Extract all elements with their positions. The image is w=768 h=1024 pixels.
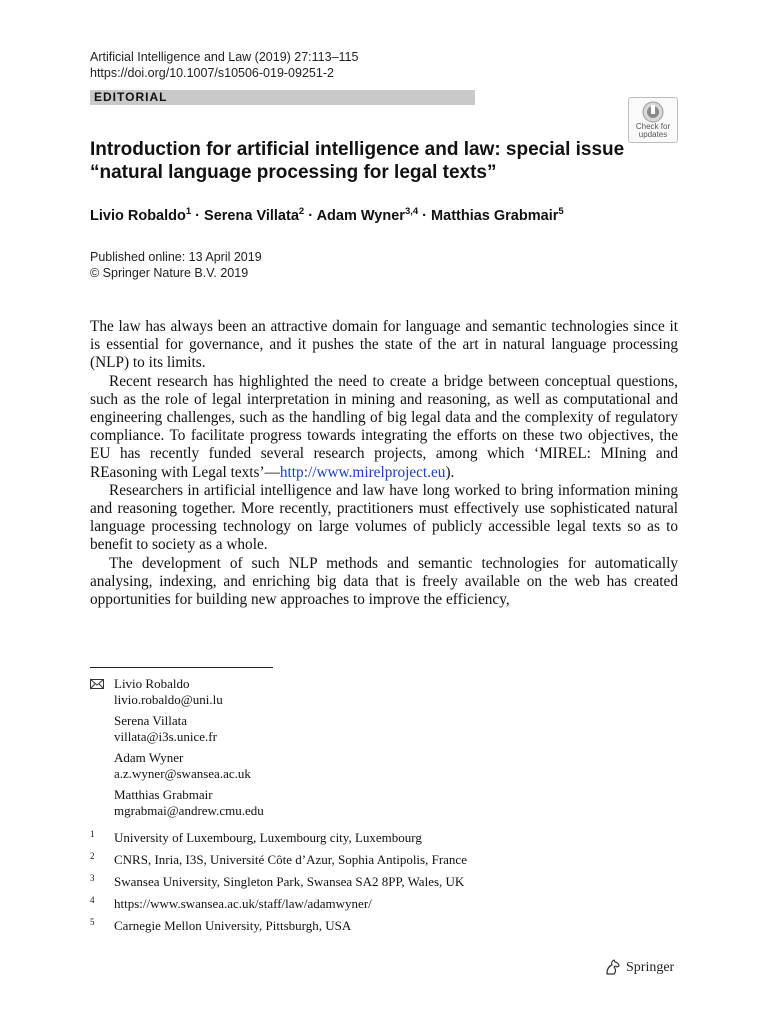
contact-entry xyxy=(114,787,264,818)
publisher-name: Springer xyxy=(626,960,675,975)
section-bar xyxy=(90,90,475,105)
title-line-1: Introduction for artificial intelligence and law: special issue xyxy=(90,139,625,160)
contact-name: Matthias Grabmair xyxy=(114,787,213,802)
contact-name: Adam Wyner xyxy=(114,750,184,765)
envelope-icon xyxy=(90,679,104,689)
affiliation-number: 5 xyxy=(90,917,95,927)
contact-entry xyxy=(114,676,223,707)
published-date: Published online: 13 April 2019 xyxy=(90,250,262,264)
journal-citation: Artificial Intelligence and Law (2019) 27:113–115 xyxy=(90,50,359,64)
copyright-notice: © Springer Nature B.V. 2019 xyxy=(90,266,249,280)
footnote-divider xyxy=(90,667,273,668)
affiliation-text: Swansea University, Singleton Park, Swansea SA2 8PP, Wales, UK xyxy=(114,874,465,889)
mirel-project-link[interactable]: http://www.mirelproject.eu xyxy=(279,463,446,481)
article-body xyxy=(90,318,678,609)
author-name[interactable]: Serena Villata xyxy=(204,208,299,224)
paragraph-1: The law has always been an attractive domain for language and semantic technologies since it is essential for governance, and it pushes the state of the art in natural language processing (NLP) to its limits. xyxy=(90,318,678,372)
affiliation-text: Carnegie Mellon University, Pittsburgh, USA xyxy=(114,918,352,933)
author-separator: · xyxy=(304,208,317,224)
title-line-2: “natural language processing for legal texts” xyxy=(90,162,497,183)
check-for-updates-icon xyxy=(642,101,664,123)
author-name[interactable]: Matthias Grabmair xyxy=(431,208,559,224)
contact-email[interactable]: villata@i3s.unice.fr xyxy=(114,728,217,744)
affiliation-number: 4 xyxy=(90,895,95,905)
contact-email[interactable]: a.z.wyner@swansea.ac.uk xyxy=(114,765,251,781)
paragraph-2 xyxy=(90,373,678,482)
paragraph-2-tail: ). xyxy=(445,463,455,481)
author-separator: · xyxy=(191,208,205,224)
paragraph-2-text: Recent research has highlighted the need to create a bridge between conceptual questions, such as the role of legal interpretation in mining and reasoning, as well as computational and engineering challenges, such as the handling of big legal data and the complexity of regulatory compliance. To facilitate progress towards integrating the efforts on these two objectives, the EU has recently funded several research projects, among which ‘MIREL: MIning and REasoning with Legal texts’— xyxy=(90,372,678,481)
paragraph-4: The development of such NLP methods and semantic technologies for automatically analysing, indexing, and enriching big data that is freely available on the web has created opportunities for building new approaches to improve the efficiency, xyxy=(90,554,678,609)
section-label: EDITORIAL xyxy=(94,90,168,104)
author-affil-ref: 2 xyxy=(298,206,305,217)
affiliation-number: 3 xyxy=(90,873,95,883)
badge-line2: updates xyxy=(638,130,668,139)
affiliation-text: University of Luxembourg, Luxembourg city, Luxembourg xyxy=(114,830,422,845)
contact-name: Livio Robaldo xyxy=(114,676,190,691)
publication-info xyxy=(90,249,262,281)
badge-line1: Check for xyxy=(635,122,671,131)
author-list xyxy=(90,206,564,226)
author-affil-ref: 5 xyxy=(558,206,564,217)
affiliation-number: 2 xyxy=(90,851,95,861)
affiliation-number: 1 xyxy=(90,829,95,839)
affiliation-text: CNRS, Inria, I3S, Université Côte d’Azur, Sophia Antipolis, France xyxy=(114,852,467,867)
author-affil-ref: 3,4 xyxy=(404,206,419,217)
springer-horse-icon xyxy=(604,959,622,976)
doi-link[interactable]: https://doi.org/10.1007/s10506-019-09251-2 xyxy=(90,66,334,80)
author-separator: · xyxy=(418,208,432,224)
journal-header xyxy=(90,49,358,81)
article-title xyxy=(90,138,650,184)
contact-entry xyxy=(114,750,251,781)
check-for-updates-badge[interactable] xyxy=(628,97,678,143)
contact-email[interactable]: livio.robaldo@uni.lu xyxy=(114,691,223,707)
contact-email[interactable]: mgrabmai@andrew.cmu.edu xyxy=(114,802,264,818)
author-name[interactable]: Livio Robaldo xyxy=(90,208,186,224)
affiliation-url[interactable]: https://www.swansea.ac.uk/staff/law/adamwyner/ xyxy=(114,896,372,911)
author-name[interactable]: Adam Wyner xyxy=(316,208,405,224)
contact-name: Serena Villata xyxy=(114,713,187,728)
paragraph-3: Researchers in artificial intelligence and law have long worked to bring information mining and reasoning together. More recently, practitioners must effectively use sophisticated natural language processing technology on large volumes of publicly accessible legal texts so as to benefit to society as a whole. xyxy=(90,481,678,554)
author-affil-ref: 1 xyxy=(185,206,192,217)
contact-entry xyxy=(114,713,217,744)
